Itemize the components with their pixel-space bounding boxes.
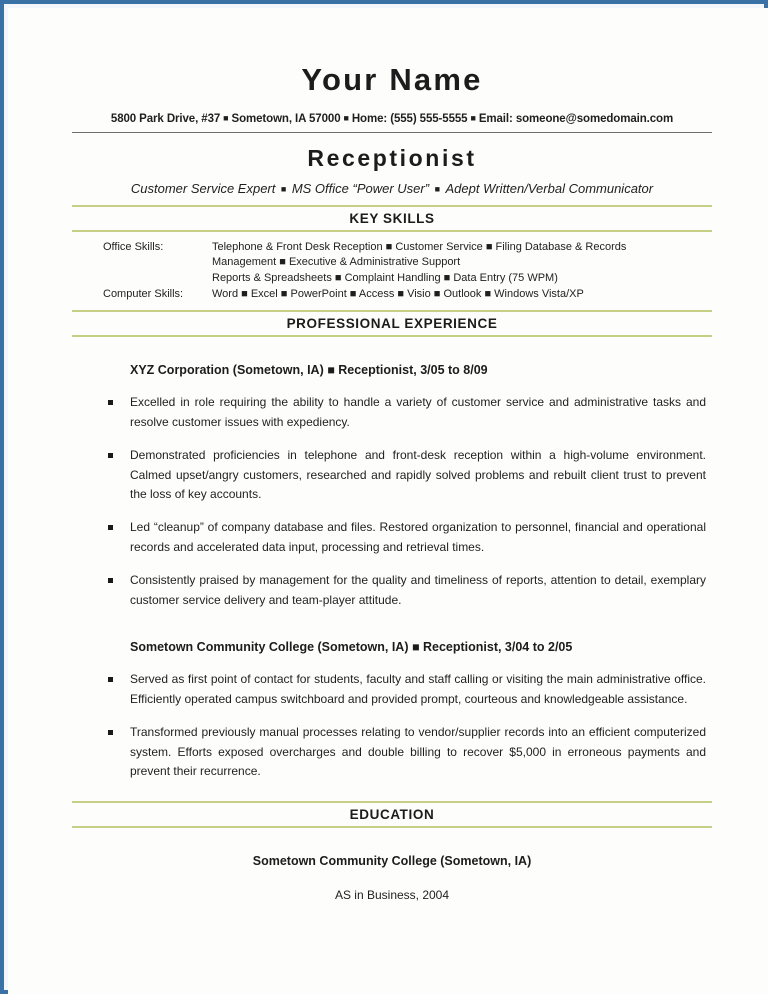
list-item: Demonstrated proficiencies in telephone and front-desk reception within a high-volume environment. Calmed upset/angry customers, researched and rapidly solved problems and rebuilt client trust to prevent the loss of key accounts.	[100, 446, 712, 504]
tagline-part-1: Customer Service Expert	[130, 180, 276, 196]
job-bullets-wrapper	[72, 393, 712, 610]
skills-value-office	[212, 240, 712, 288]
skills-row	[72, 287, 712, 303]
skills-label-office: Office Skills:	[103, 240, 164, 253]
list-item: Excelled in role requiring the ability to handle a variety of customer service and administrative tasks and resolve customer issues with expediency.	[100, 393, 712, 432]
list-item: Led “cleanup” of company database and files. Restored organization to personnel, financial and operational records and accelerated data input, processing and retrieval times.	[100, 518, 712, 557]
section-heading-key-skills: KEY SKILLS	[349, 210, 435, 226]
job-heading: Sometown Community College (Sometown, IA) ■ Receptionist, 3/04 to 2/05	[130, 640, 573, 655]
contact-line	[72, 113, 712, 125]
separator-square-icon: ■	[223, 112, 229, 123]
experience-job-1	[72, 363, 712, 610]
tagline	[72, 181, 712, 196]
contact-address: 5800 Park Drive, #37	[110, 112, 221, 125]
education-school: Sometown Community College (Sometown, IA)	[252, 854, 532, 869]
list-item: Served as first point of contact for students, faculty and staff calling or visiting the main administrative office. Efficiently operated campus switchboard and provided prompt, courteous and knowledgeable assistance.	[100, 670, 712, 709]
experience-job-2	[72, 640, 712, 781]
divider-below-key-skills	[72, 230, 712, 232]
job-bullet-list	[100, 670, 712, 781]
resume-document	[72, 8, 712, 902]
divider-below-experience	[72, 335, 712, 337]
job-heading: XYZ Corporation (Sometown, IA) ■ Receptionist, 3/05 to 8/09	[130, 363, 488, 378]
skills-line: Reports & Spreadsheets ■ Complaint Handling ■ Data Entry (75 WPM)	[212, 272, 558, 285]
skills-row	[72, 240, 712, 288]
separator-square-icon: ■	[343, 112, 349, 123]
skills-value-computer	[212, 287, 712, 303]
skills-line: Word ■ Excel ■ PowerPoint ■ Access ■ Visio ■ Outlook ■ Windows Vista/XP	[212, 288, 584, 301]
job-bullet-list	[100, 393, 712, 610]
job-title: Receptionist	[307, 144, 477, 171]
divider-below-education	[72, 826, 712, 828]
skills-label-computer: Computer Skills:	[103, 288, 184, 301]
list-item: Consistently praised by management for the quality and timeliness of reports, attention to detail, exemplary customer service delivery and team-player attitude.	[100, 571, 712, 610]
page-title: Your Name	[301, 62, 483, 97]
skills-line: Management ■ Executive & Administrative Support	[212, 256, 461, 269]
page-canvas	[8, 8, 768, 994]
contact-city: Sometown, IA 57000	[231, 112, 341, 125]
education-degree: AS in Business, 2004	[334, 888, 450, 903]
divider-header	[72, 132, 712, 133]
tagline-part-3: Adept Written/Verbal Communicator	[445, 180, 654, 196]
tagline-part-2: MS Office “Power User”	[291, 180, 430, 196]
separator-square-icon: ■	[432, 183, 443, 194]
skills-line: Telephone & Front Desk Reception ■ Customer Service ■ Filing Database & Records	[212, 240, 627, 253]
contact-email: Email: someone@somedomain.com	[478, 112, 674, 125]
key-skills-table	[72, 240, 712, 304]
section-heading-education: EDUCATION	[349, 807, 435, 823]
job-bullets-wrapper	[72, 670, 712, 781]
contact-phone: Home: (555) 555-5555	[351, 112, 468, 125]
separator-square-icon: ■	[470, 112, 476, 123]
list-item: Transformed previously manual processes relating to vendor/supplier records into an efficient computerized system. Efforts exposed overcharges and double billing to recover $5,000 in erroneous payments and prevent their recurrence.	[100, 723, 712, 781]
separator-square-icon: ■	[278, 183, 289, 194]
section-heading-professional-experience: PROFESSIONAL EXPERIENCE	[286, 316, 498, 332]
